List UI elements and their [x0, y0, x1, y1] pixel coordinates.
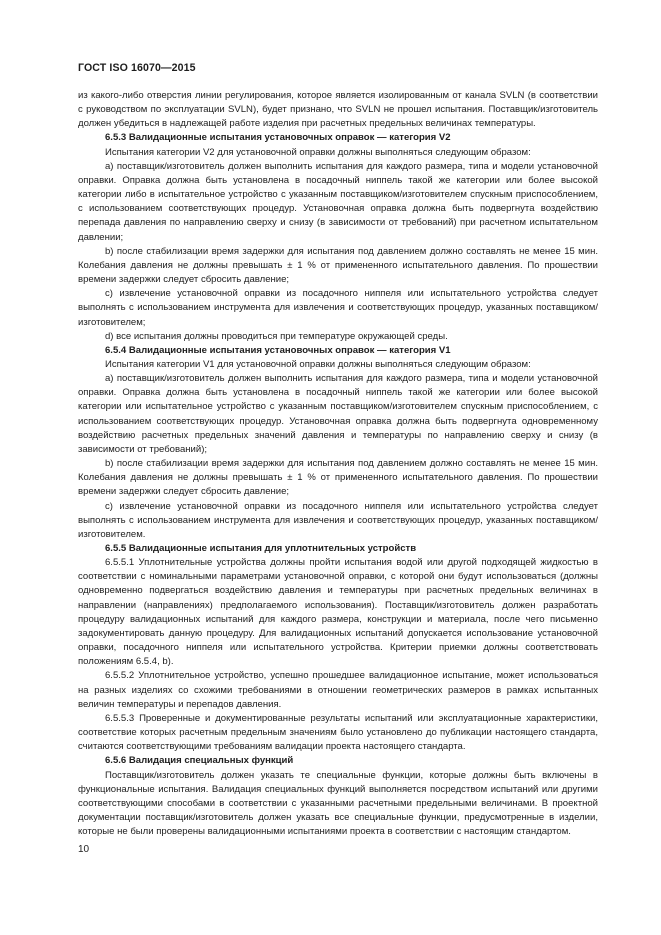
clause-6-5-5-1: 6.5.5.1 Уплотнительные устройства должны пройти испытания водой или другой подходящей жидкостью в соответствии с номинальными параметрами установочной оправки, с которой они будут использоваться (должны одновременно подвергаться воздействию давления и температуры при расчетных предельных величинах в направлении (направлениях) предполагаемого использования). Поставщик/изготовитель должен разработать процедуру валидационных испытаний для каждого размера, конструкции и материала, после чего письменно задокументировать данную процедуру. Для валидационных испытаний допускается использование установочной оправки, посадочного ниппеля или испытательного устройства. Критерии приемки должны соответствовать положениям 6.5.4, b).	[78, 557, 598, 668]
list-item-a: а) поставщик/изготовитель должен выполнить испытания для каждого размера, типа и модели установочной оправки. Оправка должна быть установлена в посадочный ниппель такой же категории или более высокой категории или испытательное устройство с указанным поставщиком/изготовителем спускным приспособлением, с использованием соответствующих процедур. Установочная оправка должна быть подвергнута одновременному воздействию расчетных предельных значений давления и температуры по направлению сверху и снизу (в зависимости от требований);	[78, 373, 598, 455]
list-item-c: с) извлечение установочной оправки из посадочного ниппеля или испытательного устройства следует выполнять с использованием инструмента для извлечения и соответствующих процедур, указанных поставщиком/изготовителем.	[78, 500, 598, 540]
section-heading-6-5-3: 6.5.3 Валидационные испытания установочных оправок — категория V2	[105, 132, 451, 144]
paragraph: Испытания категории V1 для установочной оправки должны выполняться следующим образом:	[105, 358, 531, 370]
list-item-b: b) после стабилизации время задержки для испытания под давлением должно составлять не менее 15 мин. Колебания давления не должны превышать ± 1 % от примененного испытательного давления. По прошествии времени задержки следует сбросить давление;	[78, 458, 598, 498]
list-item-a: а) поставщик/изготовитель должен выполнить испытания для каждого размера, типа и модели установочной оправки. Оправка должна быть установлена в посадочный ниппель такой же категории или более высокой категории либо в испытательное устройство с указанным поставщиком/изготовителем спускным приспособлением, с использованием соответствующих процедур. Установочная оправка должна быть подвергнута воздействию перепада давления по направлению сверху и снизу (в зависимости от требований) при расчетном испытательном давлении;	[78, 160, 598, 243]
section-heading-6-5-4: 6.5.4 Валидационные испытания установочных оправок — категория V1	[105, 344, 451, 356]
list-item-d: d) все испытания должны проводиться при температуре окружающей среды.	[105, 330, 448, 342]
page-number: 10	[78, 844, 90, 855]
list-item-c: с) извлечение установочной оправки из посадочного ниппеля или испытательного устройства следует выполнять с использованием инструмента для извлечения и соответствующих процедур, указанных поставщиком/изготовителем;	[78, 288, 598, 328]
paragraph: Поставщик/изготовитель должен указать те специальные функции, которые должны быть включены в функциональные испытания. Валидация специальных функций выполняется посредством испытаний или другими соответствующими способами в соответствии с указанными расчетными предельными величинами. В проектной документации поставщик/изготовитель должен указать все специальные функции, предусмотренные в изделии, которые не были проверены валидационными испытаниями проекта в соответствии с настоящим стандартом.	[78, 769, 598, 838]
section-heading-6-5-6: 6.5.6 Валидация специальных функций	[105, 755, 294, 767]
list-item-b: b) после стабилизации время задержки для испытания под давлением должно составлять не менее 15 мин. Колебания давления не должны превышать ± 1 % от примененного испытательного давления. По прошествии времени задержки следует сбросить давление;	[78, 245, 598, 286]
document-body	[78, 89, 598, 839]
document-header: ГОСТ ISO 16070—2015	[78, 62, 196, 74]
clause-6-5-5-2: 6.5.5.2 Уплотнительное устройство, успешно прошедшее валидационное испытание, может использоваться на разных изделиях со схожими требованиями в отношении геометрических размеров в рамках испытанных величин температуры и перепадов давления.	[78, 670, 598, 710]
clause-6-5-5-3: 6.5.5.3 Проверенные и документированные результаты испытаний или эксплуатационные характеристики, соответствие которых расчетным предельным значениям было установлено до публикации настоящего стандарта, считаются соответствующими требованиям валидации проекта настоящего стандарта.	[78, 712, 598, 753]
paragraph-continuation: из какого-либо отверстия линии регулирования, которое является изолированным от канала SVLN (в соответствии с руководством по эксплуатации SVLN), будет признано, что SVLN не прошел испытания. Поставщик/изготовитель должен убедиться в надлежащей работе изделия при расчетных предельных величинах температуры.	[78, 90, 598, 130]
paragraph: Испытания категории V2 для установочной оправки должны выполняться следующим образом:	[105, 146, 531, 158]
section-heading-6-5-5: 6.5.5 Валидационные испытания для уплотнительных устройств	[105, 543, 417, 554]
